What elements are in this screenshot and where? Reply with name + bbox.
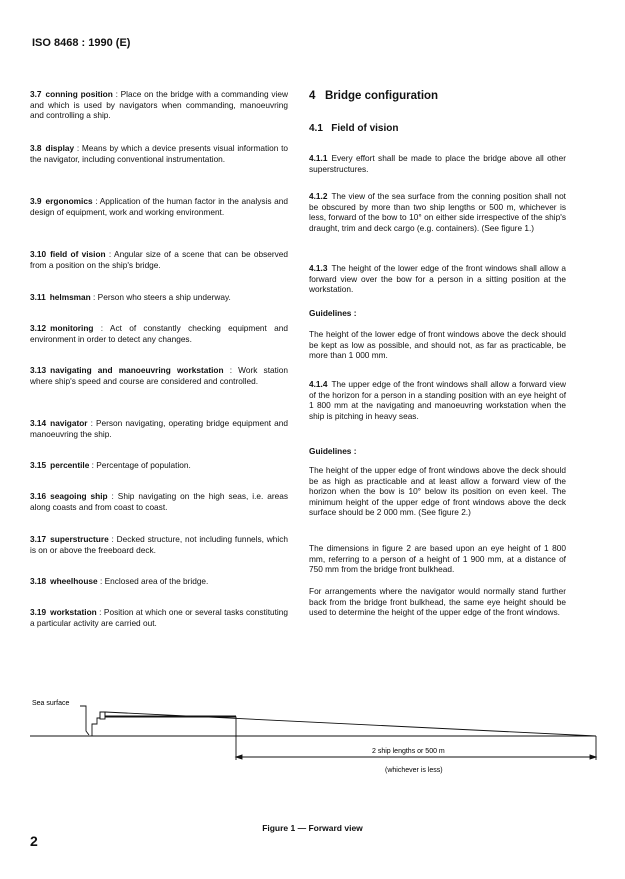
sea-surface-label: Sea surface — [32, 700, 70, 707]
section-title: 4 Bridge configuration — [309, 90, 439, 102]
definition-3-10: 3.10 field of vision : Angular size of a scene that can be observed from a position on the ship's bridge. — [30, 249, 288, 270]
dimension-label: 2 ship lengths or 500 m — [372, 748, 445, 755]
definition-3-12: 3.12 monitoring : Act of constantly checking equipment and environment in order to detect any changes. — [30, 323, 288, 344]
dimension-sublabel: (whichever is less) — [385, 767, 443, 774]
definition-3-15: 3.15 percentile : Percentage of population. — [30, 460, 191, 470]
definition-3-17: 3.17 superstructure : Decked structure, not including funnels, which is on or above the freeboard deck. — [30, 534, 288, 555]
page-number: 2 — [30, 833, 38, 849]
definition-3-19: 3.19 workstation : Position at which one or several tasks constituting a particular activity are carried out. — [30, 607, 288, 628]
guidelines-heading-2: Guidelines : — [309, 446, 357, 456]
para-4-1-3: 4.1.3 The height of the lower edge of the front windows shall allow a forward view over the bow for a person in a sitting position at the workstation. — [309, 263, 566, 295]
guidelines-text-1: The height of the lower edge of front windows above the deck should be kept as low as possible, and should not, as far as practicable, be more than 1 000 mm. — [309, 329, 566, 361]
para-4-1-2: 4.1.2 The view of the sea surface from the conning position shall not be obscured by more than two ship lengths or 500 m, whichever is less, forward of the bow to 10° on either side irrespective of the ship's draught, trim and deck cargo (e.g. containers). (See figure 1.) — [309, 191, 566, 233]
definition-3-18: 3.18 wheelhouse : Enclosed area of the bridge. — [30, 576, 209, 586]
figure-caption: Figure 1 — Forward view — [262, 823, 363, 833]
dimension-arrow-left — [236, 755, 242, 759]
page-header: ISO 8468 : 1990 (E) — [32, 37, 131, 49]
subsection-title: 4.1 Field of vision — [309, 123, 399, 134]
dimension-arrow-right — [590, 755, 596, 759]
definition-3-9: 3.9 ergonomics : Application of the human factor in the analysis and design of equipment, work and working environment. — [30, 196, 288, 217]
definition-3-14: 3.14 navigator : Person navigating, operating bridge equipment and manoeuvring the ship. — [30, 418, 288, 439]
definition-3-11: 3.11 helmsman : Person who steers a ship underway. — [30, 292, 231, 302]
para-arrangements: For arrangements where the navigator would normally stand further back from the bridge front bulkhead, the same eye height should be used to determine the height of the upper edge of the front windows. — [309, 586, 566, 618]
para-4-1-1: 4.1.1 Every effort shall be made to place the bridge above all other superstructures. — [309, 153, 566, 174]
definition-3-13: 3.13 navigating and manoeuvring workstation : Work station where ship's speed and course are considered and controlled. — [30, 365, 288, 386]
definition-3-16: 3.16 seagoing ship : Ship navigating on the high seas, i.e. areas along coasts and from coast to coast. — [30, 491, 289, 512]
guidelines-text-2: The height of the upper edge of front windows above the deck should be as high as practicable and at least allow a forward view of the horizon when the bow is 10° below its position on even keel. The minimum height of the upper edge of front windows above the deck surface should be 2 000 mm. (See figure 2.) — [309, 465, 566, 518]
para-4-1-4: 4.1.4 The upper edge of the front windows shall allow a forward view of the horizon for a person in a standing position with an eye height of 1 800 mm at the navigating and manoeuvring workstation when the ship is pitching in heavy seas. — [309, 379, 566, 421]
guidelines-heading-1: Guidelines : — [309, 308, 357, 318]
para-dimensions: The dimensions in figure 2 are based upon an eye height of 1 800 mm, referring to a person of a height of 1 900 mm, at a distance of 750 mm from the bridge front bulkhead. — [309, 543, 566, 575]
definition-3-8: 3.8 display : Means by which a device presents visual information to the navigator, including conventional instrumentation. — [30, 143, 288, 164]
ship-bridge — [100, 712, 105, 719]
definition-3-7: 3.7 conning position : Place on the bridge with a commanding view and which is used by navigators when commanding, manoeuvring and controlling a ship. — [30, 89, 288, 121]
sea-surface-leader — [80, 706, 89, 735]
